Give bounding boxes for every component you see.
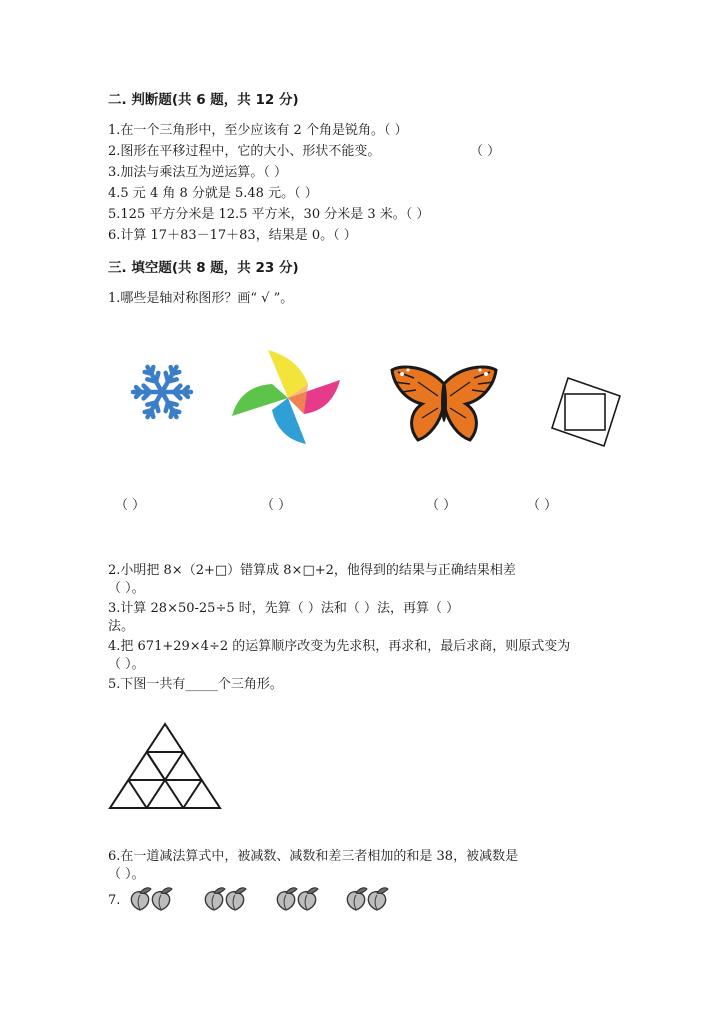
peach-group-3-icon: [274, 886, 320, 912]
section-3-title: 三. 填空题(共 8 题，共 23 分): [108, 260, 299, 276]
judge-item-5: 5.125 平方分米是 12.5 平方米，30 分米是 3 米。（ ）: [108, 207, 430, 222]
butterfly-icon: [388, 362, 500, 444]
fill-q5: 5.下图一共有_____个三角形。: [108, 677, 283, 692]
fill-q1: 1.哪些是轴对称图形？画“ √ ”。: [108, 291, 294, 306]
fill-q6-line2: （ ）。: [108, 867, 145, 882]
answer-blank-2[interactable]: （ ）: [261, 498, 292, 513]
triangle-grid-icon: [108, 722, 222, 810]
square-in-square-icon: [548, 374, 624, 450]
judge-item-4: 4.5 元 4 角 8 分就是 5.48 元。（ ）: [108, 186, 318, 201]
peach-group-1-icon: [128, 886, 174, 912]
answer-blank-4[interactable]: （ ）: [527, 498, 558, 513]
fill-q4-line1: 4.把 671+29×4÷2 的运算顺序改变为先求积，再求和，最后求商，则原式变为: [108, 639, 571, 654]
judge-item-1: 1.在一个三角形中，至少应该有 2 个角是锐角。（ ）: [108, 123, 408, 138]
judge-item-6: 6.计算 17＋83－17＋83，结果是 0。（ ）: [108, 228, 357, 243]
answer-blank-3[interactable]: （ ）: [426, 498, 457, 513]
judge-item-2: 2.图形在平移过程中，它的大小、形状不能变。: [108, 144, 381, 159]
snowflake-icon: [125, 360, 199, 424]
fill-q7: 7.: [108, 893, 121, 908]
judge-item-2-paren: （ ）: [470, 144, 501, 159]
fill-q3-line1: 3.计算 28×50-25÷5 时，先算（ ）法和（ ）法，再算（ ）: [108, 601, 460, 616]
answer-blank-1[interactable]: （ ）: [115, 498, 146, 513]
peach-group-2-icon: [202, 886, 248, 912]
peach-group-4-icon: [344, 886, 390, 912]
fill-q3-line2: 法。: [108, 619, 135, 634]
pinwheel-icon: [228, 344, 344, 448]
fill-q6-line1: 6.在一道减法算式中，被减数、减数和差三者相加的和是 38，被减数是: [108, 849, 519, 864]
fill-q2-line2: （ ）。: [108, 581, 145, 596]
fill-q4-line2: （ ）。: [108, 657, 145, 672]
fill-q2-line1: 2.小明把 8×（2+□）错算成 8×□+2，他得到的结果与正确结果相差: [108, 563, 516, 578]
judge-item-3: 3.加法与乘法互为逆运算。（ ）: [108, 165, 288, 180]
section-2-title: 二. 判断题(共 6 题，共 12 分): [108, 92, 299, 108]
